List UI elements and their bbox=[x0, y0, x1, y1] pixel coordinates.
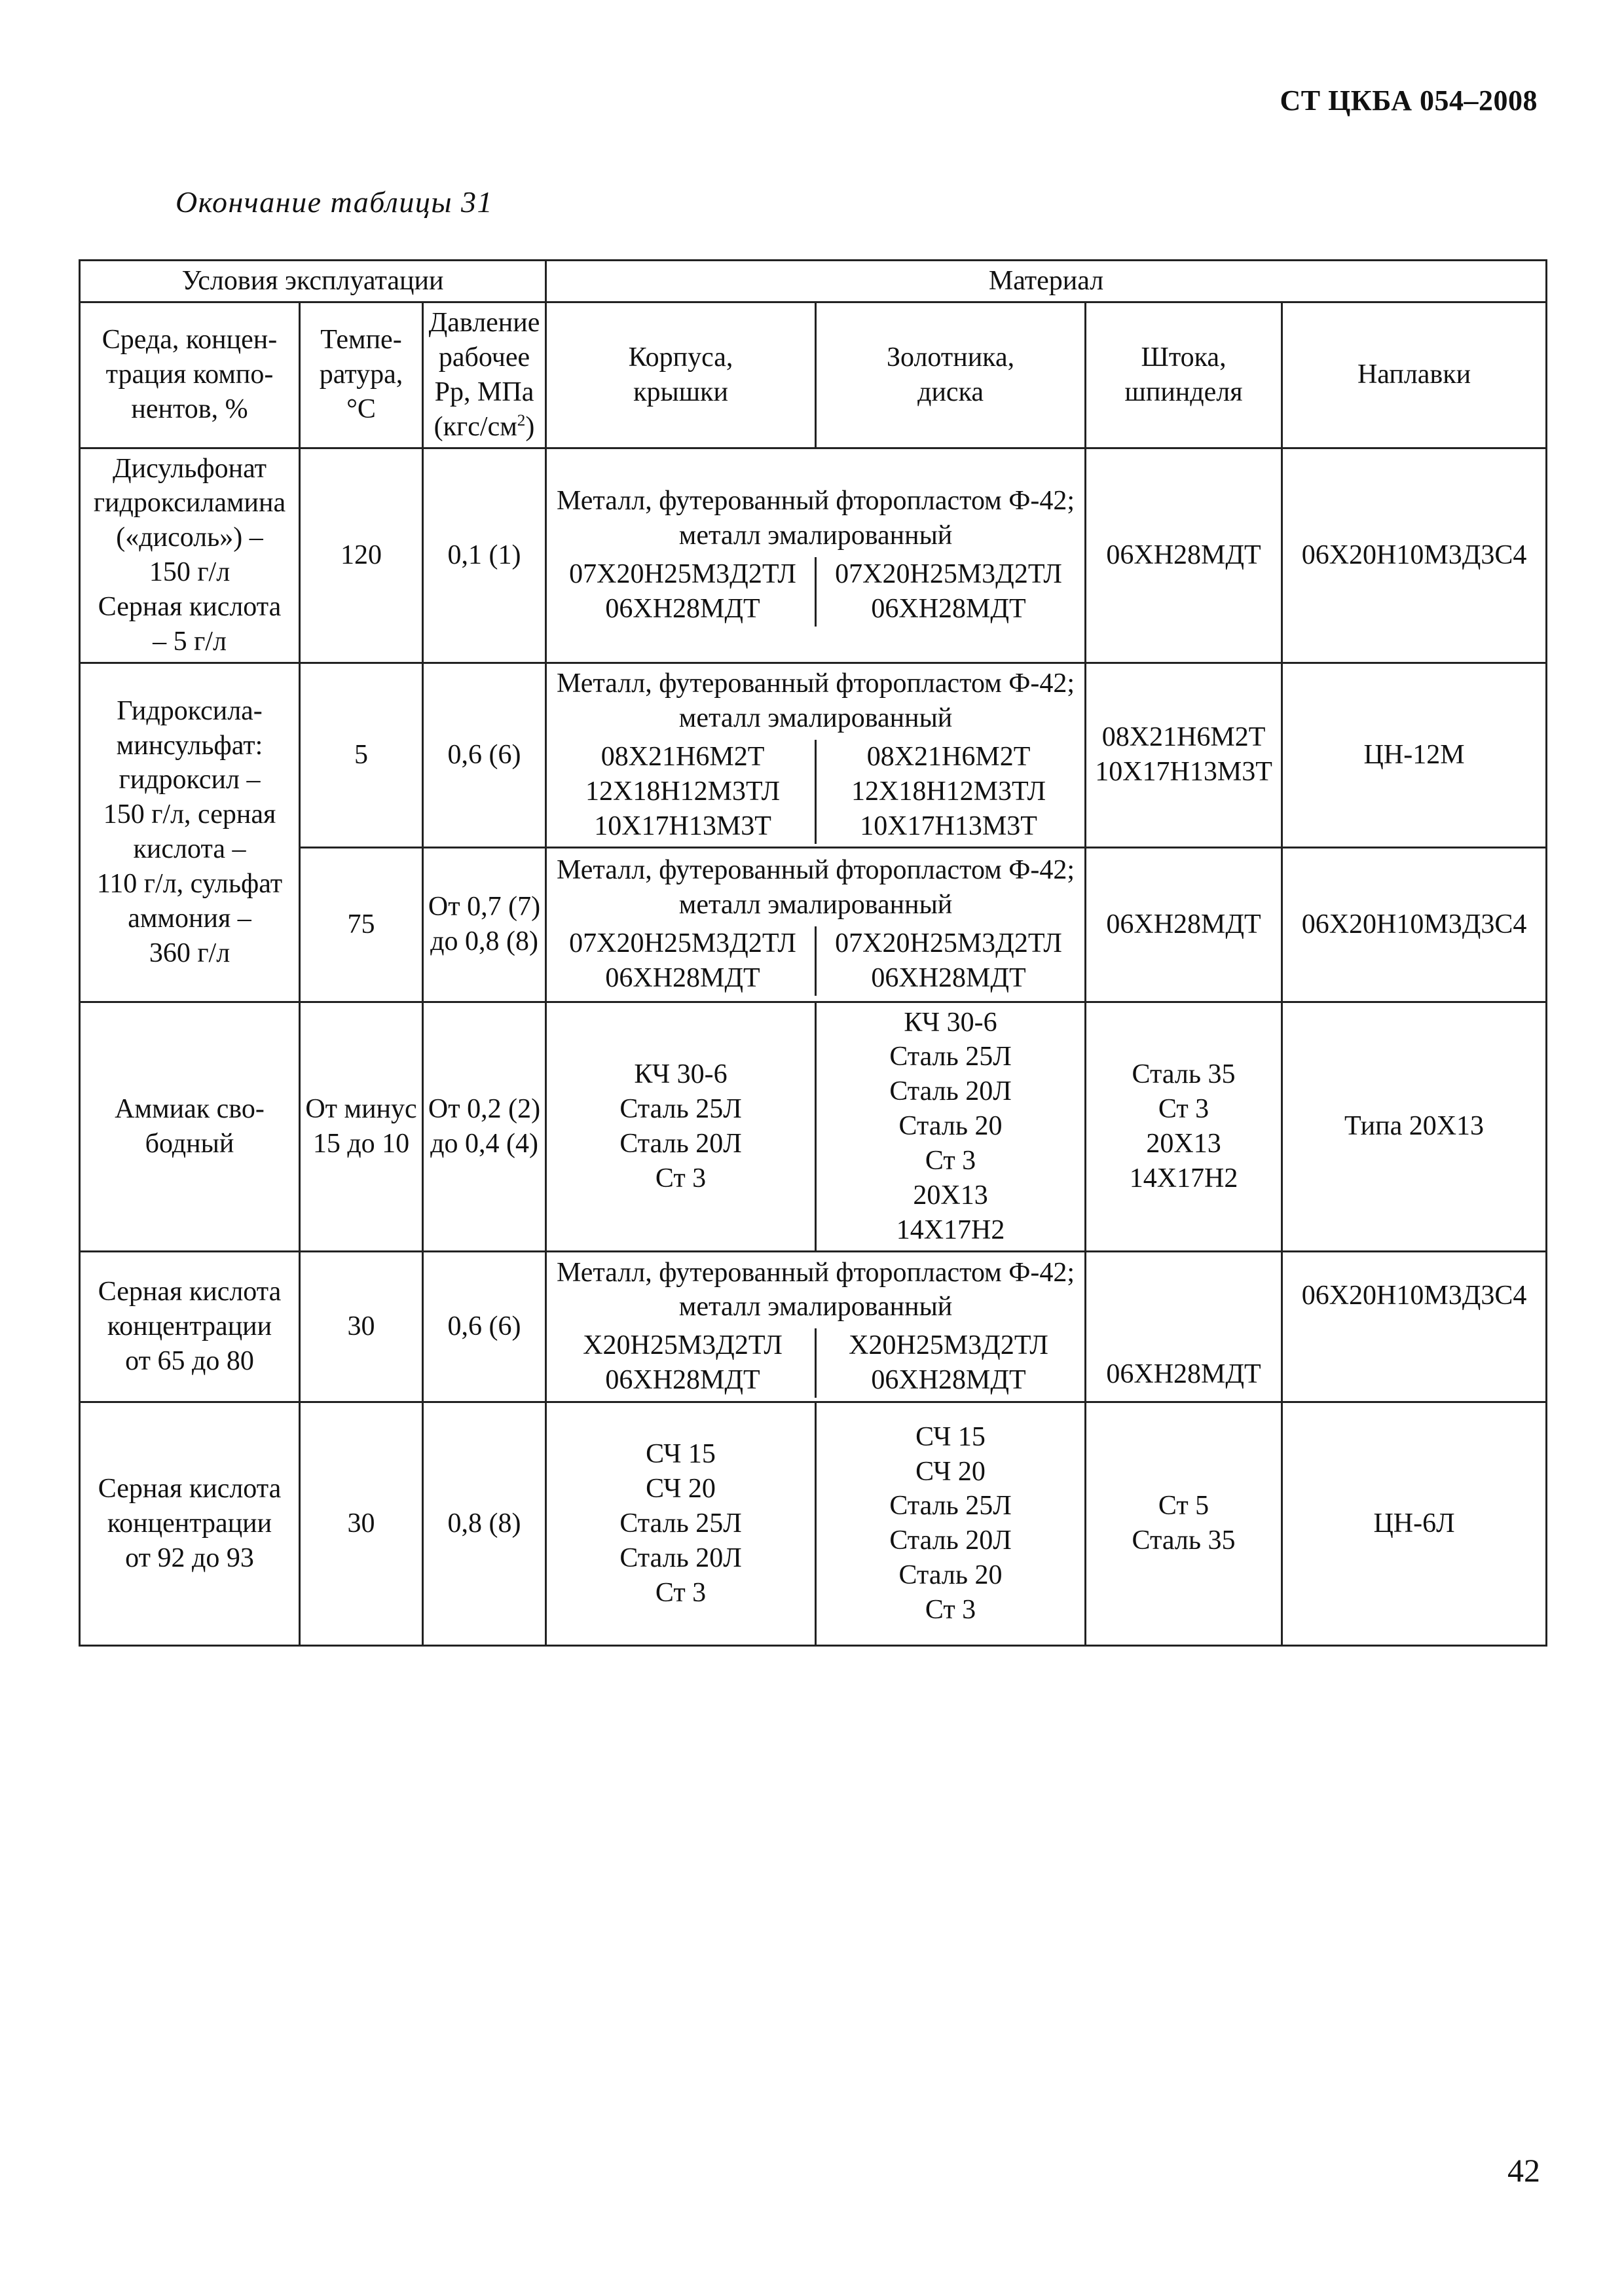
cell-body-disc-group bbox=[546, 847, 1086, 1002]
cell-temperature: 75 bbox=[300, 847, 423, 1002]
cell-temperature: 30 bbox=[300, 1251, 423, 1402]
lining-note: Металл, футерованный фторопластом Ф-42; металл эмалированный bbox=[556, 668, 1075, 733]
cell-pressure: 0,8 (8) bbox=[423, 1402, 546, 1645]
col-header-medium: Среда, концен- трация компо- нентов, % bbox=[80, 302, 300, 448]
table-row bbox=[80, 1002, 1547, 1251]
cell-disc: СЧ 15 СЧ 20 Сталь 25Л Сталь 20Л Сталь 20 Ст 3 bbox=[816, 1402, 1086, 1645]
cell-disc: 08Х21Н6М2Т 12Х18Н12М3ТЛ 10Х17Н13М3Т bbox=[815, 740, 1080, 844]
col-header-overlay: Наплавки bbox=[1282, 302, 1547, 448]
cell-body-disc-group bbox=[546, 448, 1086, 663]
cell-stem: 06ХН28МДТ bbox=[1086, 847, 1282, 1002]
cell-pressure: 0,6 (6) bbox=[423, 1251, 546, 1402]
col-header-temperature: Темпе- ратура, °С bbox=[300, 302, 423, 448]
document-code: СТ ЦКБА 054–2008 bbox=[1280, 84, 1538, 117]
cell-medium: Серная кислота концентрации от 92 до 93 bbox=[80, 1402, 300, 1645]
cell-pressure: 0,1 (1) bbox=[423, 448, 546, 663]
cell-body: СЧ 15 СЧ 20 Сталь 25Л Сталь 20Л Ст 3 bbox=[546, 1402, 816, 1645]
cell-overlay: 06Х20Н10М3Д3С4 bbox=[1282, 448, 1547, 663]
table-row bbox=[80, 1402, 1547, 1645]
cell-body: Х20Н25М3Д2ТЛ 06ХН28МДТ bbox=[583, 1330, 783, 1396]
col-header-pressure: Давление рабочее Рр, МПа $(кгс/см^2)$ bbox=[423, 302, 546, 448]
cell-stem: 06ХН28МДТ bbox=[1086, 1251, 1282, 1402]
table-caption: Окончание таблицы 31 bbox=[175, 185, 493, 219]
cell-stem: Ст 5 Сталь 35 bbox=[1086, 1402, 1282, 1645]
cell-overlay: 06Х20Н10М3Д3С4 bbox=[1282, 847, 1547, 1002]
cell-disc: КЧ 30-6 Сталь 25Л Сталь 20Л Сталь 20 Ст 3 20Х13 14Х17Н2 bbox=[816, 1002, 1086, 1251]
col-header-body: Корпуса, крышки bbox=[546, 302, 816, 448]
cell-medium: Серная кислота концентрации от 65 до 80 bbox=[80, 1251, 300, 1402]
cell-pressure: 0,6 (6) bbox=[423, 663, 546, 847]
cell-temperature: От минус 15 до 10 bbox=[300, 1002, 423, 1251]
cell-pressure: От 0,7 (7) до 0,8 (8) bbox=[423, 847, 546, 1002]
cell-medium: Гидроксила- минсульфат: гидроксил – 150 г/л, серная кислота – 110 г/л, сульфат аммония – 360 г/л bbox=[80, 663, 300, 1002]
cell-temperature: 30 bbox=[300, 1402, 423, 1645]
cell-medium: Аммиак сво- бодный bbox=[80, 1002, 300, 1251]
group-header-conditions: Условия эксплуатации bbox=[80, 261, 546, 302]
column-header-row bbox=[80, 302, 1547, 448]
cell-body: КЧ 30-6 Сталь 25Л Сталь 20Л Ст 3 bbox=[546, 1002, 816, 1251]
page-number: 42 bbox=[1507, 2152, 1540, 2189]
cell-overlay: ЦН-12М bbox=[1282, 663, 1547, 847]
cell-body-disc-group bbox=[546, 1251, 1086, 1402]
table-row bbox=[80, 663, 1547, 847]
materials-table bbox=[79, 259, 1547, 1647]
group-header-row bbox=[80, 261, 1547, 302]
cell-overlay: ЦН-6Л bbox=[1282, 1402, 1547, 1645]
cell-disc: Х20Н25М3Д2ТЛ 06ХН28МДТ bbox=[815, 1328, 1080, 1398]
cell-medium: Дисульфонат гидроксиламина («дисоль») – 150 г/л Серная кислота – 5 г/л bbox=[80, 448, 300, 663]
cell-pressure: От 0,2 (2) до 0,4 (4) bbox=[423, 1002, 546, 1251]
cell-stem: 06ХН28МДТ bbox=[1086, 448, 1282, 663]
cell-stem: Сталь 35 Ст 3 20Х13 14Х17Н2 bbox=[1086, 1002, 1282, 1251]
lining-note: Металл, футерованный фторопластом Ф-42; металл эмалированный bbox=[556, 855, 1075, 920]
lining-note: Металл, футерованный фторопластом Ф-42; металл эмалированный bbox=[556, 486, 1075, 551]
group-header-material: Материал bbox=[546, 261, 1547, 302]
cell-stem: 08Х21Н6М2Т 10Х17Н13М3Т bbox=[1086, 663, 1282, 847]
cell-overlay: 06Х20Н10М3Д3С4 bbox=[1282, 1251, 1547, 1402]
col-header-stem: Штока, шпинделя bbox=[1086, 302, 1282, 448]
cell-disc: 07Х20Н25М3Д2ТЛ 06ХН28МДТ bbox=[815, 557, 1080, 627]
cell-temperature: 120 bbox=[300, 448, 423, 663]
table-row bbox=[80, 847, 1547, 1002]
cell-temperature: 5 bbox=[300, 663, 423, 847]
cell-overlay: Типа 20Х13 bbox=[1282, 1002, 1547, 1251]
col-header-disc: Золотника, диска bbox=[816, 302, 1086, 448]
cell-body: 07Х20Н25М3Д2ТЛ 06ХН28МДТ bbox=[569, 928, 796, 993]
cell-disc: 07Х20Н25М3Д2ТЛ 06ХН28МДТ bbox=[815, 926, 1080, 996]
cell-body: 07Х20Н25М3Д2ТЛ 06ХН28МДТ bbox=[569, 559, 796, 625]
table-row bbox=[80, 448, 1547, 663]
cell-body-disc-group bbox=[546, 663, 1086, 847]
lining-note: Металл, футерованный фторопластом Ф-42; металл эмалированный bbox=[556, 1257, 1075, 1322]
table-row bbox=[80, 1251, 1547, 1402]
cell-body: 08Х21Н6М2Т 12Х18Н12М3ТЛ 10Х17Н13М3Т bbox=[585, 741, 781, 841]
